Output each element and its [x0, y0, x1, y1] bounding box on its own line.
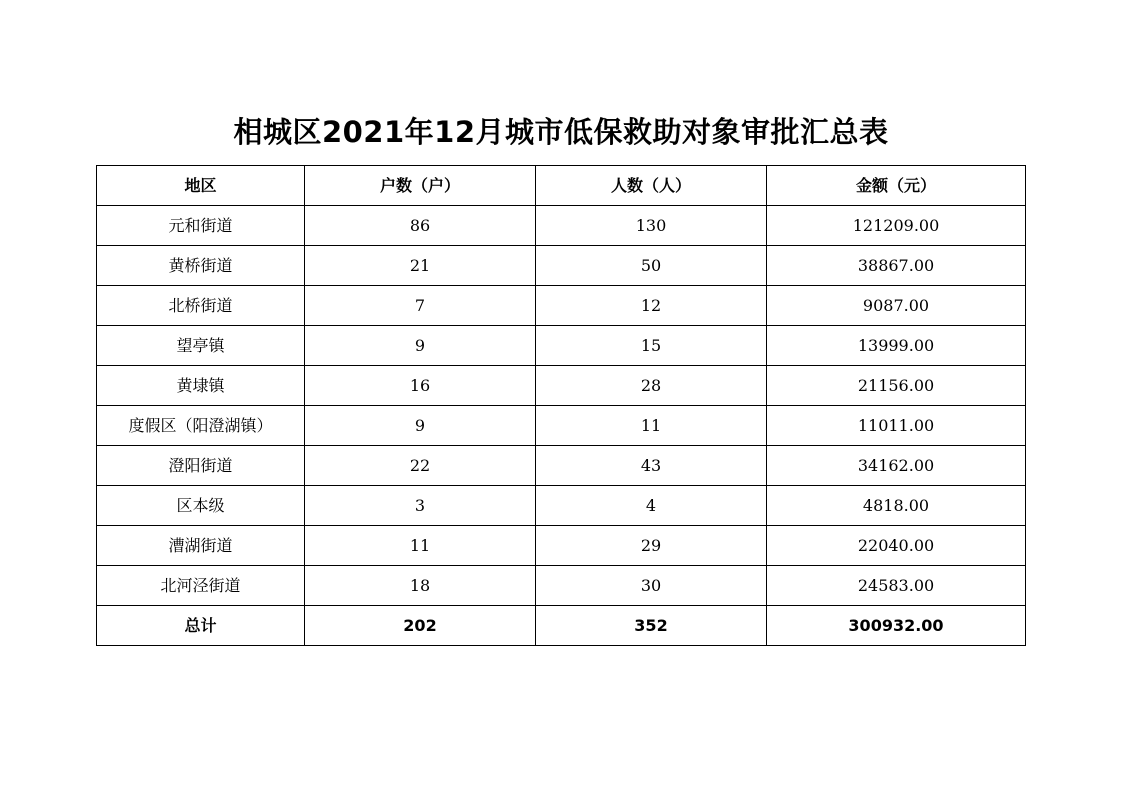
cell-persons: 11 — [536, 406, 767, 446]
summary-table — [96, 165, 1026, 646]
cell-amount: 24583.00 — [767, 566, 1026, 606]
cell-households: 7 — [305, 286, 536, 326]
total-label: 总计 — [97, 606, 305, 646]
cell-amount: 121209.00 — [767, 206, 1026, 246]
cell-amount: 11011.00 — [767, 406, 1026, 446]
table-row — [97, 366, 1026, 406]
cell-region: 黄桥街道 — [97, 246, 305, 286]
cell-households: 16 — [305, 366, 536, 406]
table-row — [97, 206, 1026, 246]
cell-region: 黄埭镇 — [97, 366, 305, 406]
table-row — [97, 326, 1026, 366]
total-persons: 352 — [536, 606, 767, 646]
cell-persons: 50 — [536, 246, 767, 286]
cell-region: 漕湖街道 — [97, 526, 305, 566]
cell-persons: 12 — [536, 286, 767, 326]
cell-amount: 4818.00 — [767, 486, 1026, 526]
cell-households: 9 — [305, 406, 536, 446]
cell-amount: 38867.00 — [767, 246, 1026, 286]
table-row — [97, 246, 1026, 286]
cell-amount: 22040.00 — [767, 526, 1026, 566]
table-header-row — [97, 166, 1026, 206]
cell-households: 18 — [305, 566, 536, 606]
cell-persons: 30 — [536, 566, 767, 606]
cell-persons: 29 — [536, 526, 767, 566]
cell-persons: 130 — [536, 206, 767, 246]
table-row — [97, 286, 1026, 326]
cell-households: 22 — [305, 446, 536, 486]
header-persons: 人数（人） — [536, 166, 767, 206]
cell-region: 区本级 — [97, 486, 305, 526]
cell-persons: 28 — [536, 366, 767, 406]
header-households: 户数（户） — [305, 166, 536, 206]
table-row — [97, 526, 1026, 566]
cell-households: 86 — [305, 206, 536, 246]
cell-region: 元和街道 — [97, 206, 305, 246]
cell-region: 澄阳街道 — [97, 446, 305, 486]
cell-persons: 4 — [536, 486, 767, 526]
cell-amount: 13999.00 — [767, 326, 1026, 366]
cell-amount: 21156.00 — [767, 366, 1026, 406]
header-amount: 金额（元） — [767, 166, 1026, 206]
total-households: 202 — [305, 606, 536, 646]
cell-persons: 43 — [536, 446, 767, 486]
table-row — [97, 486, 1026, 526]
cell-households: 3 — [305, 486, 536, 526]
cell-persons: 15 — [536, 326, 767, 366]
table-row — [97, 566, 1026, 606]
cell-households: 9 — [305, 326, 536, 366]
table-row — [97, 406, 1026, 446]
cell-households: 21 — [305, 246, 536, 286]
table-row — [97, 446, 1026, 486]
cell-region: 望亭镇 — [97, 326, 305, 366]
document-title: 相城区2021年12月城市低保救助对象审批汇总表 — [233, 115, 889, 149]
cell-region: 北河泾街道 — [97, 566, 305, 606]
cell-households: 11 — [305, 526, 536, 566]
header-region: 地区 — [97, 166, 305, 206]
cell-region: 度假区（阳澄湖镇） — [97, 406, 305, 446]
cell-region: 北桥街道 — [97, 286, 305, 326]
total-amount: 300932.00 — [767, 606, 1026, 646]
cell-amount: 34162.00 — [767, 446, 1026, 486]
total-row — [97, 606, 1026, 646]
cell-amount: 9087.00 — [767, 286, 1026, 326]
